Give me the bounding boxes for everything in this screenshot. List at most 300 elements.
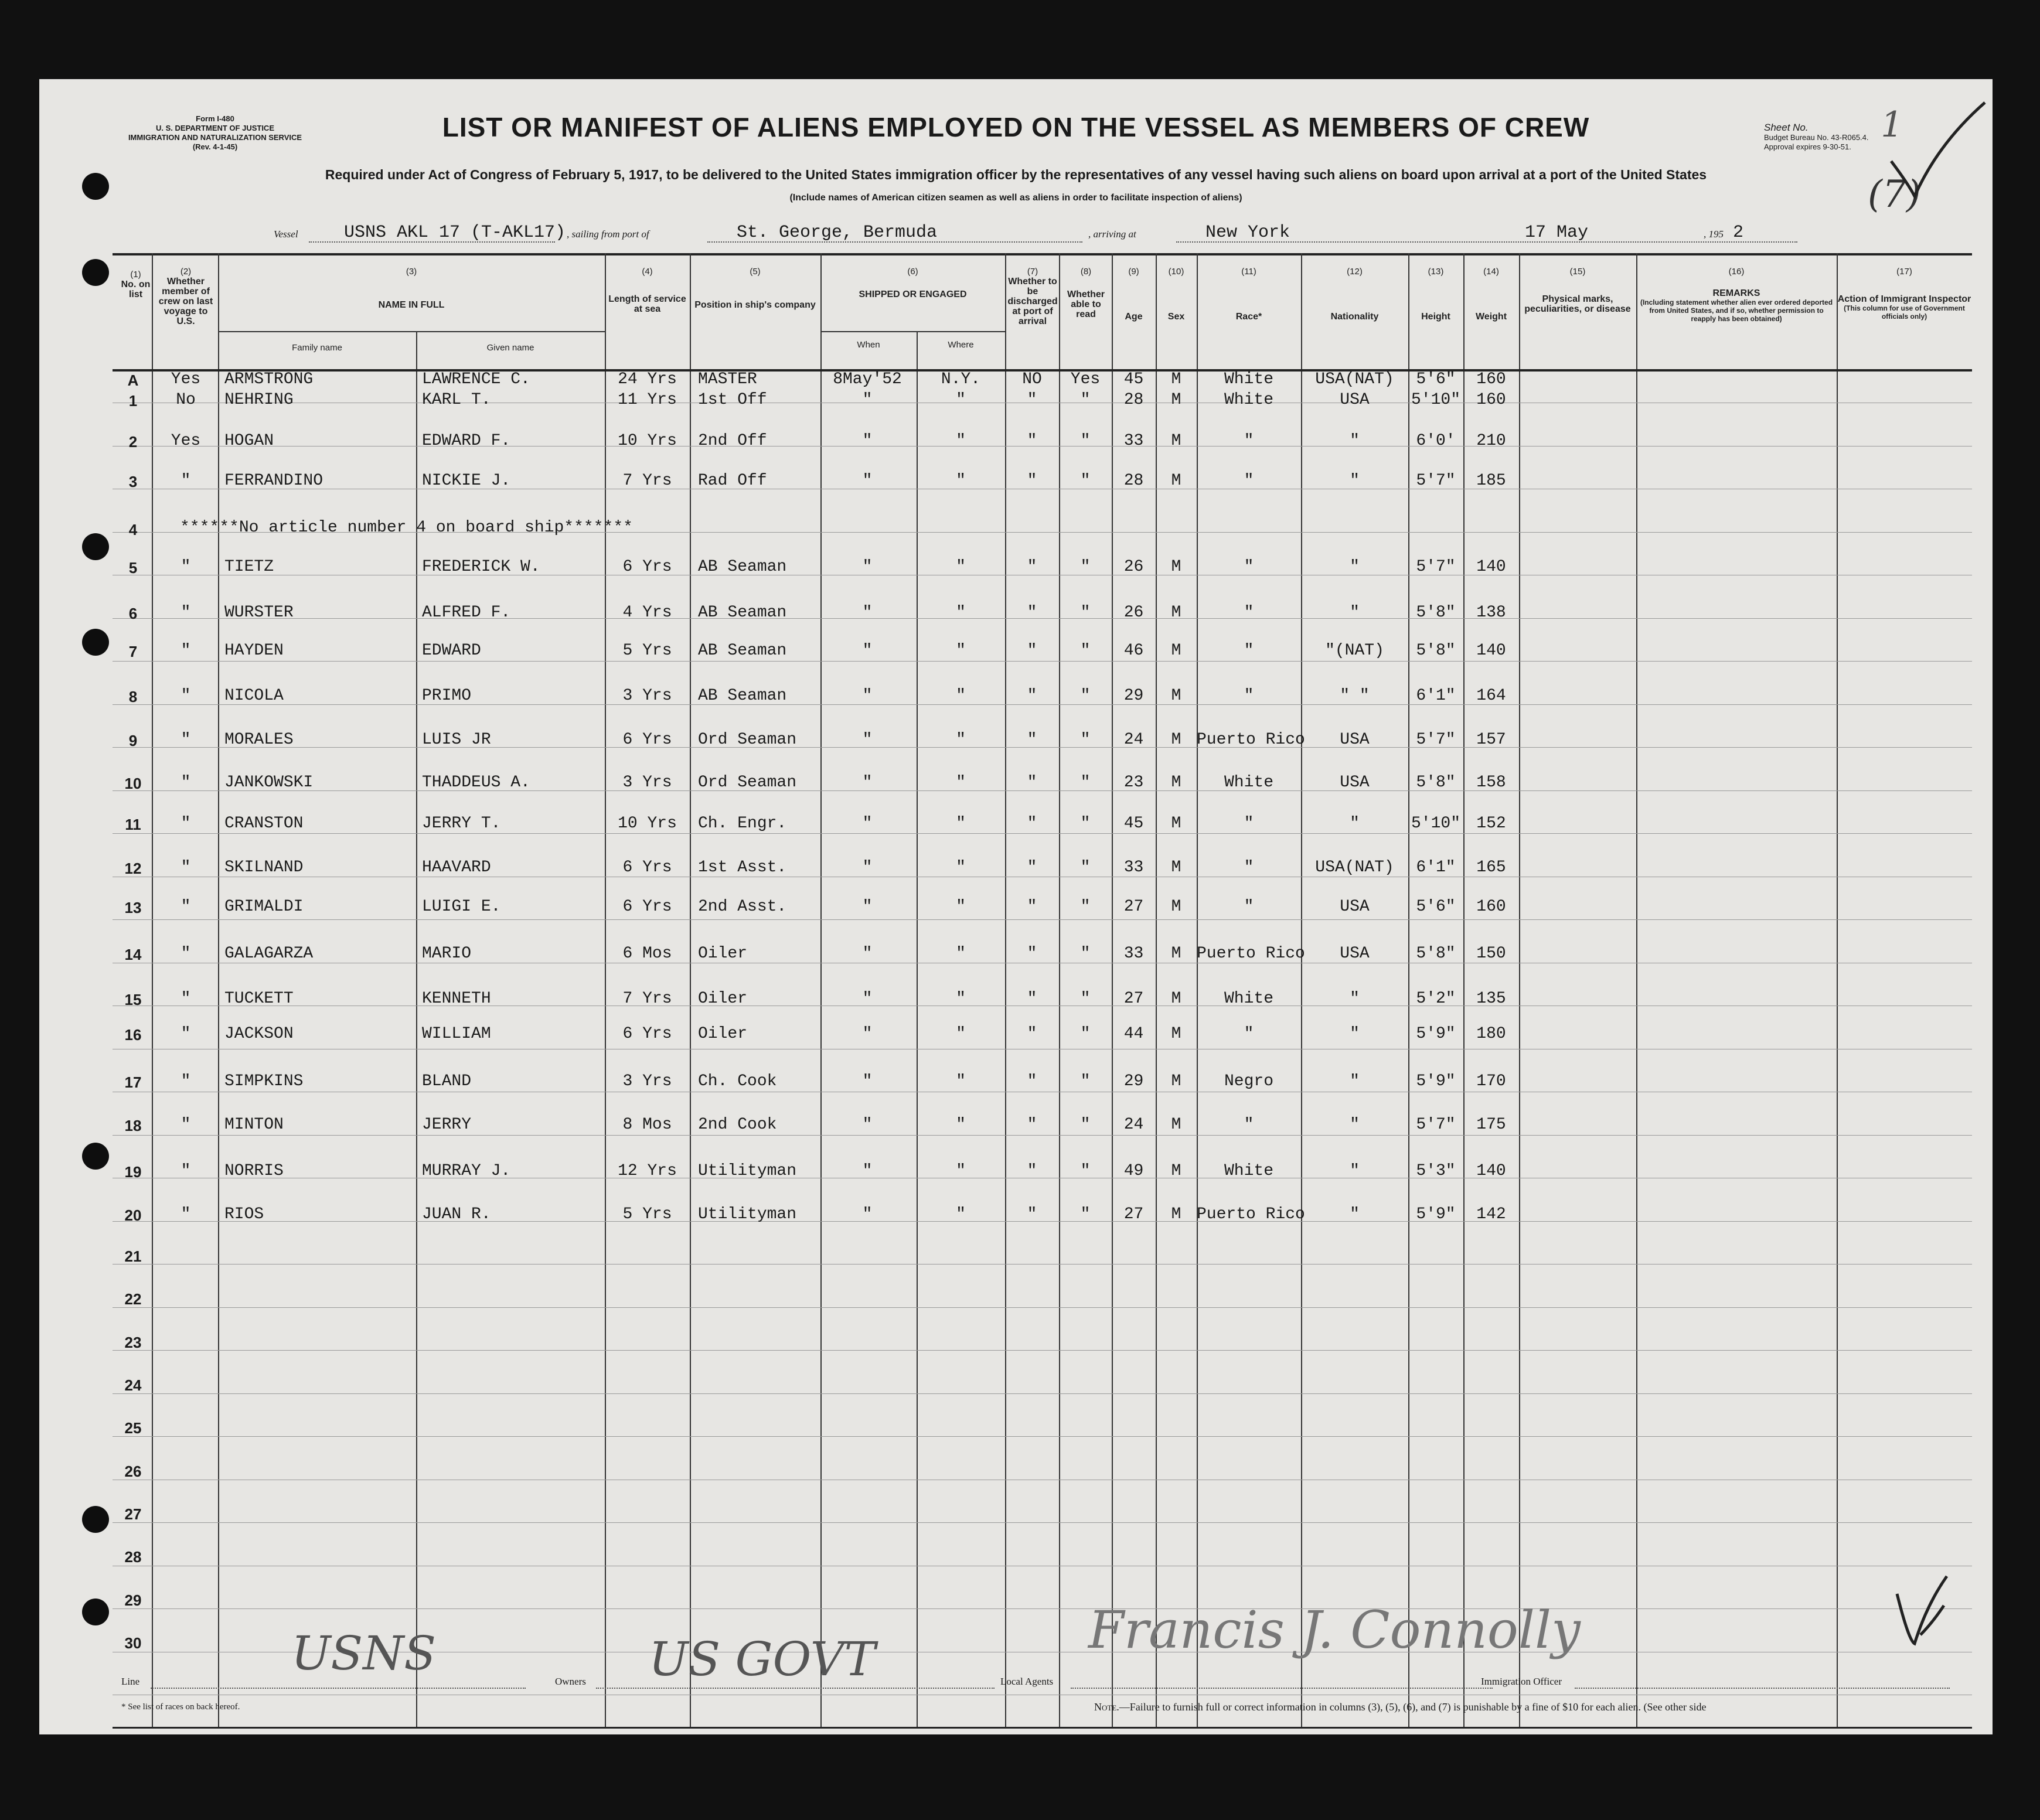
cell-age: 33 [1123,945,1144,963]
cell-age: 26 [1123,558,1144,576]
where-header: Where [948,340,974,350]
cell-height: 5'9" [1416,1025,1456,1043]
row-number: 26 [124,1463,142,1480]
cell-prev: " [180,472,191,490]
cell-when: 8May'52 [833,370,902,388]
cell-service: 3 Yrs [622,773,672,792]
cell-family: HOGAN [224,432,274,450]
cell-where: " [956,432,966,450]
cell-nationality: USA(NAT) [1315,858,1394,877]
cell-discharged: " [1027,858,1037,877]
cell-service: 24 Yrs [618,370,677,388]
cell-read: " [1080,1072,1091,1090]
cell-given: THADDEUS A. [422,773,530,792]
cell-sex: M [1171,1072,1181,1090]
cell-discharged: " [1027,990,1037,1008]
sheet-label: Sheet No. [1764,122,1809,133]
cell-given: PRIMO [422,687,472,705]
row-number: 15 [124,991,142,1008]
cell-when: " [862,814,873,833]
cell-family: SKILNAND [224,858,304,877]
cell-read: " [1080,642,1091,660]
cell-where: " [956,1025,966,1043]
cell-service: 6 Mos [622,945,672,963]
cell-race: " [1244,472,1254,490]
cell-race: " [1244,1116,1254,1134]
row-number: 2 [128,433,138,451]
cell-family: JANKOWSKI [224,773,314,792]
cell-height: 5'7" [1416,1116,1456,1134]
cell-read: " [1080,1205,1091,1223]
cell-position: 2nd Off [698,432,767,450]
cell-prev: " [180,642,191,660]
cell-position: AB Seaman [698,642,787,660]
cell-service: 8 Mos [622,1116,672,1134]
cell-age: 24 [1123,1116,1144,1134]
cell-when: " [862,1025,873,1043]
cell-age: 29 [1123,1072,1144,1090]
punch-hole [82,533,109,560]
cell-position: Oiler [698,945,748,963]
initials-mark-icon [1891,1570,1956,1652]
cell-race: " [1244,604,1254,622]
cell-weight: 152 [1476,814,1506,833]
cell-position: Oiler [698,1025,748,1043]
row-number: 24 [124,1376,142,1394]
cell-read: " [1080,898,1091,916]
cell-height: 5'8" [1416,773,1456,792]
cell-prev: Yes [171,432,201,450]
cell-position: Utilityman [698,1205,797,1223]
cell-where: " [956,1205,966,1223]
cell-read: " [1080,990,1091,1008]
agents-label: Local Agents [1000,1676,1054,1687]
cell-sex: M [1171,1162,1181,1180]
cell-sex: M [1171,642,1181,660]
cell-weight: 210 [1476,432,1506,450]
cell-sex: M [1171,687,1181,705]
top-note: (Include names of American citizen seamen as well as aliens in order to facilitate inspection of aliens) [789,193,1242,203]
cell-prev: " [180,1025,191,1043]
cell-when: " [862,642,873,660]
row-number: 3 [128,473,138,490]
cell-family: CRANSTON [224,814,304,833]
owners-label: Owners [555,1676,586,1687]
punch-hole [82,1506,109,1533]
cell-where: N.Y. [941,370,981,388]
cell-position: AB Seaman [698,558,787,576]
cell-service: 5 Yrs [622,1205,672,1223]
cell-height: 5'10" [1411,814,1460,833]
cell-sex: M [1171,1116,1181,1134]
cell-service: 10 Yrs [618,814,677,833]
cell-weight: 140 [1476,558,1506,576]
cell-where: " [956,814,966,833]
row-number: 14 [124,946,142,963]
cell-age: 33 [1123,858,1144,877]
cell-service: 5 Yrs [622,642,672,660]
officer-label: Immigration Officer [1481,1676,1562,1687]
cell-weight: 157 [1476,731,1506,749]
row-number: 11 [125,816,141,833]
cell-service: 10 Yrs [618,432,677,450]
cell-weight: 185 [1476,472,1506,490]
cell-read: " [1080,604,1091,622]
cell-position: 1st Off [698,391,767,409]
cell-race: Puerto Rico [1197,731,1305,749]
cell-height: 5'7" [1416,472,1456,490]
cell-prev: " [180,990,191,1008]
cell-age: 49 [1123,1162,1144,1180]
cell-prev: Yes [171,370,201,388]
cell-age: 23 [1123,773,1144,792]
cell-read: " [1080,945,1091,963]
footer-note: Note.—Failure to furnish full or correct information in columns (3), (5), (6), and (7) is punishable by a fine of $10 for each alien. (See other side [1094,1701,1707,1713]
cell-where: " [956,391,966,409]
cell-where: " [956,1162,966,1180]
cell-weight: 180 [1476,1025,1506,1043]
cell-family: ARMSTRONG [224,370,314,388]
cell-weight: 160 [1476,391,1506,409]
col14-header: (14) Weight [1475,267,1507,322]
cell-family: NORRIS [224,1162,284,1180]
cell-service: 3 Yrs [622,687,672,705]
cell-prev: " [180,858,191,877]
cell-height: 6'0' [1416,432,1456,450]
punch-hole [82,173,109,200]
page-title: LIST OR MANIFEST OF ALIENS EMPLOYED ON THE VESSEL AS MEMBERS OF CREW [442,112,1590,142]
cell-discharged: " [1027,432,1037,450]
cell-sex: M [1171,945,1181,963]
cell-given: JUAN R. [422,1205,491,1223]
col6-header: (6) SHIPPED OR ENGAGED [859,267,967,299]
cell-sex: M [1171,990,1181,1008]
cell-when: " [862,604,873,622]
cell-age: 27 [1123,1205,1144,1223]
no-article-note: ******No article number 4 on board ship******* [180,519,633,537]
cell-read: " [1080,391,1091,409]
cell-read: " [1080,773,1091,792]
row-number: 27 [124,1505,142,1523]
cell-weight: 135 [1476,990,1506,1008]
row-number: 7 [128,643,138,660]
row-number: 5 [128,559,138,577]
race-note: * See list of races on back hereof. [121,1702,240,1712]
line-handwritten: USNS [291,1626,437,1681]
row-number: 25 [124,1419,142,1437]
cell-position: Oiler [698,990,748,1008]
cell-age: 26 [1123,604,1144,622]
check-mark-icon [1885,91,1991,208]
cell-given: NICKIE J. [422,472,511,490]
cell-race: " [1244,1025,1254,1043]
cell-age: 46 [1123,642,1144,660]
row-number: 28 [124,1548,142,1566]
port-to: New York [1205,223,1290,243]
cell-where: " [956,731,966,749]
cell-nationality: USA [1340,731,1370,749]
cell-race: White [1224,773,1273,792]
cell-age: 33 [1123,432,1144,450]
cell-given: JERRY [422,1116,472,1134]
cell-family: FERRANDINO [224,472,323,490]
vessel-label: Vessel [274,229,298,240]
owners-handwritten: US GOVT [649,1632,876,1686]
cell-discharged: " [1027,773,1037,792]
cell-weight: 164 [1476,687,1506,705]
cell-when: " [862,391,873,409]
cell-service: 6 Yrs [622,898,672,916]
cell-discharged: " [1027,814,1037,833]
cell-sex: M [1171,558,1181,576]
row-number: 10 [124,775,142,792]
cell-service: 6 Yrs [622,731,672,749]
cell-nationality: USA [1340,898,1370,916]
cell-race: " [1244,558,1254,576]
cell-age: 27 [1123,990,1144,1008]
cell-age: 45 [1123,814,1144,833]
cell-prev: " [180,945,191,963]
cell-weight: 165 [1476,858,1506,877]
cell-where: " [956,1072,966,1090]
cell-given: MARIO [422,945,472,963]
cell-discharged: " [1027,687,1037,705]
cell-weight: 142 [1476,1205,1506,1223]
cell-nationality: USA [1340,773,1370,792]
row-number: 18 [124,1117,142,1134]
cell-height: 5'9" [1416,1072,1456,1090]
year-suffix: 2 [1733,223,1744,243]
cell-height: 5'2" [1416,990,1456,1008]
cell-family: RIOS [224,1205,264,1223]
col3-header: (3) NAME IN FULL [378,267,445,310]
cell-family: MORALES [224,731,294,749]
cell-position: AB Seaman [698,604,787,622]
cell-weight: 175 [1476,1116,1506,1134]
cell-given: WILLIAM [422,1025,491,1043]
cell-service: 12 Yrs [618,1162,677,1180]
cell-age: 28 [1123,391,1144,409]
cell-prev: " [180,1162,191,1180]
cell-nationality: USA(NAT) [1315,370,1394,388]
cell-service: 3 Yrs [622,1072,672,1090]
row-number: 22 [124,1290,142,1308]
cell-height: 5'8" [1416,642,1456,660]
cell-sex: M [1171,604,1181,622]
cell-position: AB Seaman [698,687,787,705]
cell-read: " [1080,432,1091,450]
cell-nationality: " [1350,1072,1360,1090]
cell-where: " [956,898,966,916]
cell-height: 5'10" [1411,391,1460,409]
cell-sex: M [1171,1205,1181,1223]
cell-where: " [956,642,966,660]
cell-when: " [862,898,873,916]
cell-height: 5'6" [1416,898,1456,916]
cell-when: " [862,858,873,877]
col16-header: (16) REMARKS (Including statement whether alien ever ordered deported from United States, and if so, whether permission to reapply has been obtained) [1640,267,1833,323]
cell-height: 5'8" [1416,945,1456,963]
cell-sex: M [1171,858,1181,877]
cell-position: Ch. Engr. [698,814,787,833]
cell-discharged: " [1027,558,1037,576]
cell-nationality: " [1350,814,1360,833]
cell-given: LUIS JR [422,731,491,749]
cell-where: " [956,1116,966,1134]
vessel-name: USNS AKL 17 (T-AKL17) [344,223,566,243]
cell-discharged: " [1027,1025,1037,1043]
cell-age: 45 [1123,370,1144,388]
cell-given: MURRAY J. [422,1162,511,1180]
cell-family: NICOLA [224,687,284,705]
cell-where: " [956,472,966,490]
cell-weight: 138 [1476,604,1506,622]
cell-read: " [1080,472,1091,490]
row-number: 23 [124,1334,142,1351]
arriving-label: , arriving at [1088,229,1136,240]
sheet-count-note: (7) [1868,173,1921,216]
cell-when: " [862,432,873,450]
cell-race: " [1244,814,1254,833]
cell-where: " [956,687,966,705]
cell-position: Rad Off [698,472,767,490]
col15-header: (15) Physical marks, peculiarities, or disease [1524,267,1631,314]
cell-discharged: " [1027,604,1037,622]
cell-given: ALFRED F. [422,604,511,622]
cell-when: " [862,558,873,576]
row-number: 9 [128,732,138,749]
cell-read: " [1080,814,1091,833]
row-number: A [127,372,139,389]
cell-sex: M [1171,1025,1181,1043]
cell-read: " [1080,1025,1091,1043]
arrival-date: 17 May [1525,223,1589,243]
cell-discharged: " [1027,1072,1037,1090]
cell-given: KENNETH [422,990,491,1008]
cell-weight: 160 [1476,898,1506,916]
cell-sex: M [1171,814,1181,833]
cell-service: 11 Yrs [618,391,677,409]
cell-race: White [1224,391,1273,409]
cell-service: 4 Yrs [622,604,672,622]
cell-nationality: " [1350,604,1360,622]
cell-prev: " [180,898,191,916]
cell-when: " [862,1116,873,1134]
cell-height: 5'7" [1416,731,1456,749]
col17-header: (17) Action of Immigrant Inspector (This column for use of Government officials only) [1837,267,1971,321]
cell-position: 2nd Asst. [698,898,787,916]
col10-header: (10) Sex [1167,267,1185,322]
cell-where: " [956,773,966,792]
cell-sex: M [1171,898,1181,916]
cell-nationality: USA [1340,391,1370,409]
cell-family: WURSTER [224,604,294,622]
department: U. S. DEPARTMENT OF JUSTICE [156,124,274,132]
cell-when: " [862,945,873,963]
cell-weight: 170 [1476,1072,1506,1090]
row-number: 19 [124,1163,142,1181]
service: IMMIGRATION AND NATURALIZATION SERVICE [128,133,302,142]
cell-discharged: " [1027,898,1037,916]
row-number: 20 [124,1206,142,1224]
punch-hole [82,629,109,656]
cell-height: 5'3" [1416,1162,1456,1180]
cell-age: 29 [1123,687,1144,705]
vessel-line [274,223,1844,246]
cell-race: Puerto Rico [1197,945,1305,963]
cell-when: " [862,1162,873,1180]
cell-where: " [956,558,966,576]
cell-given: JERRY T. [422,814,501,833]
cell-when: " [862,773,873,792]
year-prefix: , 195 [1704,229,1724,240]
sheet-number: 1 [1881,104,1903,145]
cell-family: GRIMALDI [224,898,304,916]
cell-family: MINTON [224,1116,284,1134]
cell-when: " [862,687,873,705]
punch-hole [82,1599,109,1625]
cell-prev: " [180,1205,191,1223]
cell-discharged: " [1027,1116,1037,1134]
cell-given: FREDERICK W. [422,558,540,576]
cell-race: Puerto Rico [1197,1205,1305,1223]
col7-header: (7) Whether to be discharged at port of arrival [1007,267,1058,326]
cell-discharged: " [1027,1205,1037,1223]
punch-hole [82,259,109,286]
cell-read: " [1080,687,1091,705]
page-subtitle: Required under Act of Congress of February 5, 1917, to be delivered to the United States immigration officer by the representatives of any vessel having such aliens on board upon arrival at a port of the United States [325,167,1707,182]
cell-position: 1st Asst. [698,858,787,877]
row-number: 4 [128,521,138,538]
budget-number: Budget Bureau No. 43-R065.4. [1764,133,1869,142]
cell-height: 6'1" [1416,858,1456,877]
row-number: 8 [128,688,138,705]
cell-family: TUCKETT [224,990,294,1008]
col2-header: (2) Whether member of crew on last voyage to U.S. [158,267,213,326]
cell-position: Utilityman [698,1162,797,1180]
cell-race: White [1224,990,1273,1008]
row-number: 12 [124,860,142,877]
cell-height: 5'9" [1416,1205,1456,1223]
cell-nationality: " [1350,1205,1360,1223]
row-number: 30 [124,1634,142,1652]
cell-nationality: "(NAT) [1325,642,1384,660]
port-from: St. George, Bermuda [737,223,938,243]
cell-read: " [1080,558,1091,576]
cell-nationality: USA [1340,945,1370,963]
cell-race: " [1244,858,1254,877]
cell-race: White [1224,1162,1273,1180]
cell-read: " [1080,1116,1091,1134]
cell-discharged: " [1027,945,1037,963]
cell-when: " [862,1205,873,1223]
cell-discharged: " [1027,731,1037,749]
cell-sex: M [1171,391,1181,409]
cell-sex: M [1171,773,1181,792]
punch-hole [82,1143,109,1170]
cell-service: 6 Yrs [622,1025,672,1043]
cell-weight: 160 [1476,370,1506,388]
agent-signature: Francis J. Connolly [1088,1600,1581,1660]
cell-given: EDWARD [422,642,481,660]
cell-given: LUIGI E. [422,898,501,916]
cell-nationality: " [1350,472,1360,490]
cell-race: " [1244,642,1254,660]
cell-when: " [862,1072,873,1090]
cell-age: 24 [1123,731,1144,749]
cell-prev: " [180,604,191,622]
cell-where: " [956,945,966,963]
